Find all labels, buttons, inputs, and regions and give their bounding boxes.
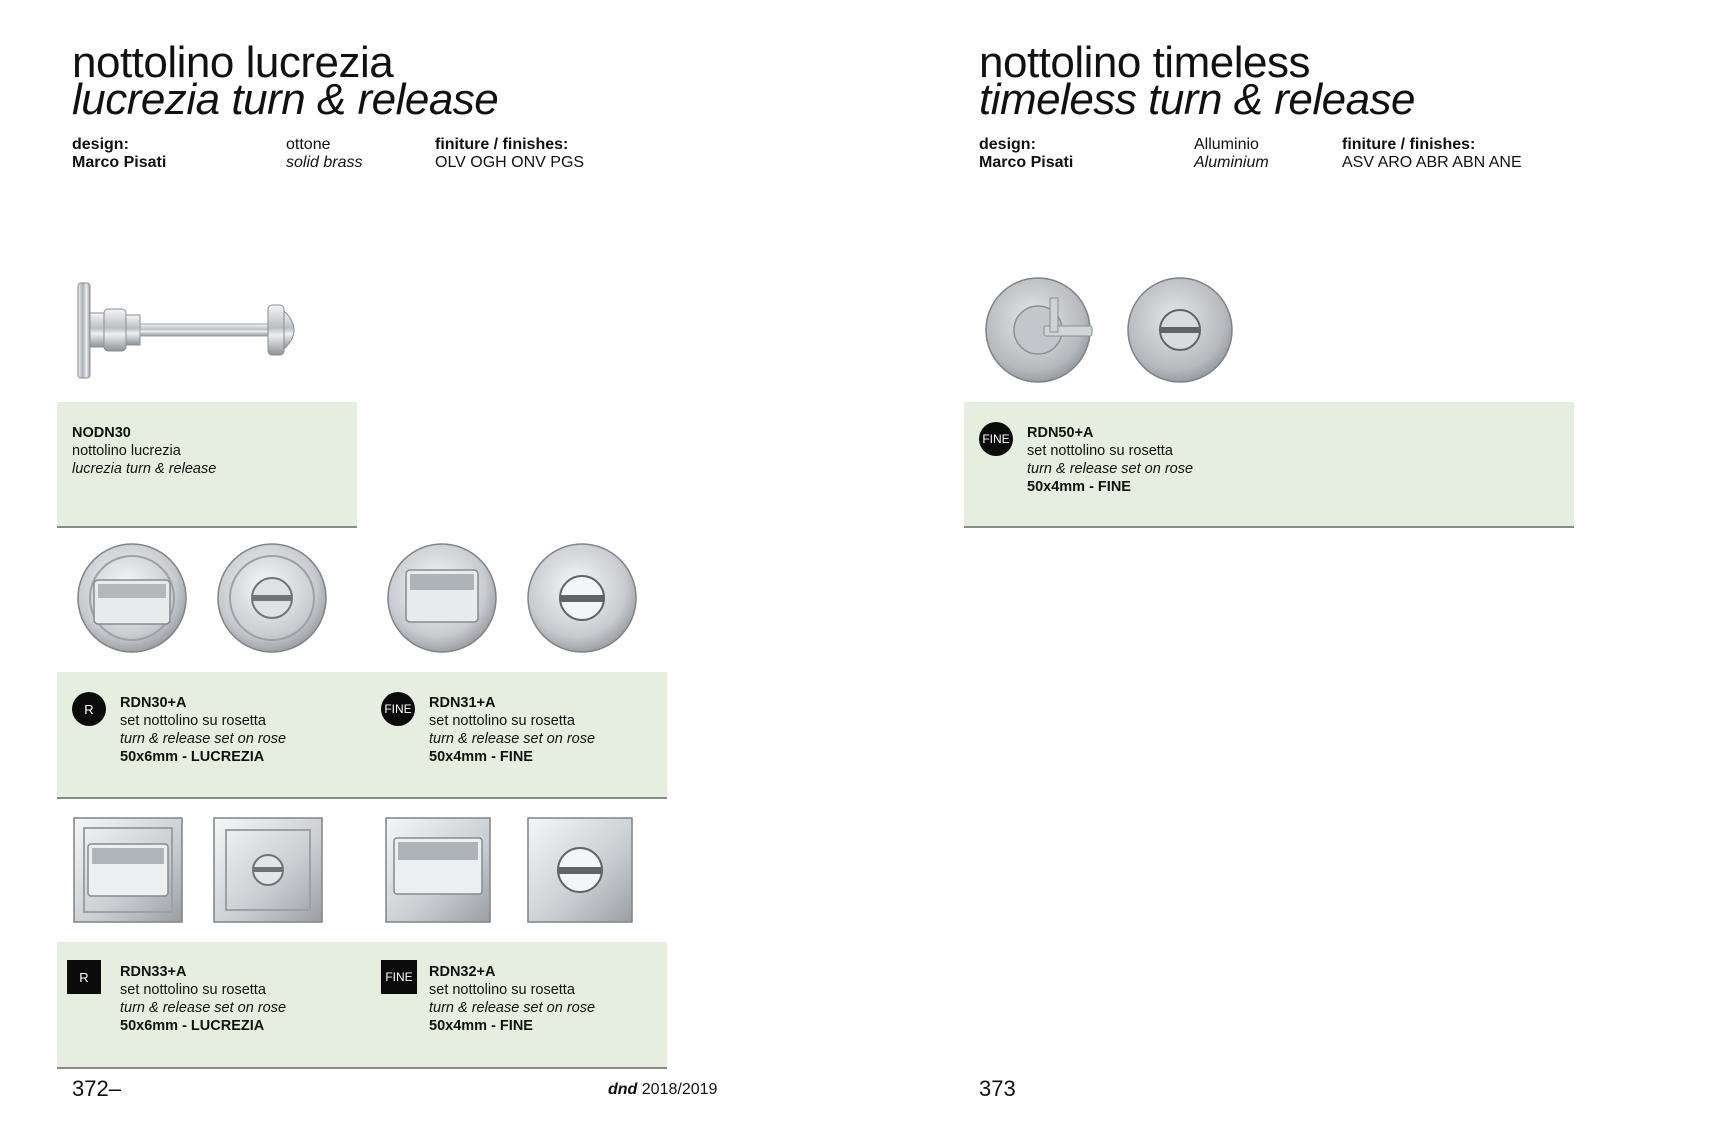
round-rose-images [72,542,642,654]
nodn30-image [72,275,322,385]
product-name-it: set nottolino su rosetta [120,713,266,729]
product-rdn33 [120,963,286,1035]
product-size: 50x4mm - FINE [429,749,533,765]
badge-fine-round: FINE [381,692,415,726]
brand-logo: dnd [608,1081,638,1098]
product-name-en: turn & release set on rose [120,1000,287,1016]
left-finishes-label: finiture / finishes: [435,136,569,153]
left-page-number: 372– [72,1076,121,1101]
left-material-en: solid brass [286,154,363,171]
product-size: 50x6mm - LUCREZIA [120,749,265,765]
product-name-en: turn & release set on rose [429,731,596,747]
product-name-en: turn & release set on rose [429,1000,596,1016]
left-title: nottolino lucrezia [72,38,394,87]
product-name-en: turn & release set on rose [120,731,287,747]
right-designer: Marco Pisati [979,154,1074,171]
right-title: nottolino timeless [979,38,1310,87]
product-name-it: nottolino lucrezia [72,443,181,459]
product-name-it: set nottolino su rosetta [1027,443,1173,459]
right-finishes: ASV ARO ABR ABN ANE [1342,154,1522,171]
left-finishes: OLV OGH ONV PGS [435,154,585,171]
right-subtitle: timeless turn & release [979,75,1416,124]
product-code: NODN30 [72,425,131,441]
product-rdn50 [1027,424,1193,496]
product-code: RDN31+A [429,695,496,711]
product-rdn30 [120,694,286,766]
product-name-it: set nottolino su rosetta [429,982,575,998]
product-size: 50x4mm - FINE [1027,479,1131,495]
badge-fine-right: FINE [979,422,1013,456]
product-name-it: set nottolino su rosetta [429,713,575,729]
left-design-label: design: [72,136,129,153]
product-rdn32 [429,963,595,1035]
product-code: RDN50+A [1027,425,1094,441]
right-material-en: Aluminium [1194,154,1269,171]
right-material-it: Alluminio [1194,136,1259,153]
product-rdn31 [429,694,595,766]
rdn50-images [984,276,1234,384]
product-nodn30 [72,424,216,478]
product-name-en: lucrezia turn & release [72,461,217,477]
left-subtitle: lucrezia turn & release [72,75,499,124]
product-code: RDN30+A [120,695,187,711]
left-designer: Marco Pisati [72,154,167,171]
footer-year: 2018/2019 [641,1081,718,1098]
right-page-number: 373 [979,1076,1016,1101]
right-design-label: design: [979,136,1036,153]
product-name-en: turn & release set on rose [1027,461,1194,477]
badge-r-round: R [72,692,106,726]
badge-r-square: R [67,960,101,994]
product-name-it: set nottolino su rosetta [120,982,266,998]
footer-brand [608,1081,717,1099]
badge-fine-square: FINE [381,960,417,994]
left-material-it: ottone [286,136,331,153]
product-size: 50x4mm - FINE [429,1018,533,1034]
square-rose-images [72,816,642,924]
product-size: 50x6mm - LUCREZIA [120,1018,265,1034]
product-code: RDN32+A [429,964,496,980]
right-finishes-label: finiture / finishes: [1342,136,1476,153]
product-code: RDN33+A [120,964,187,980]
